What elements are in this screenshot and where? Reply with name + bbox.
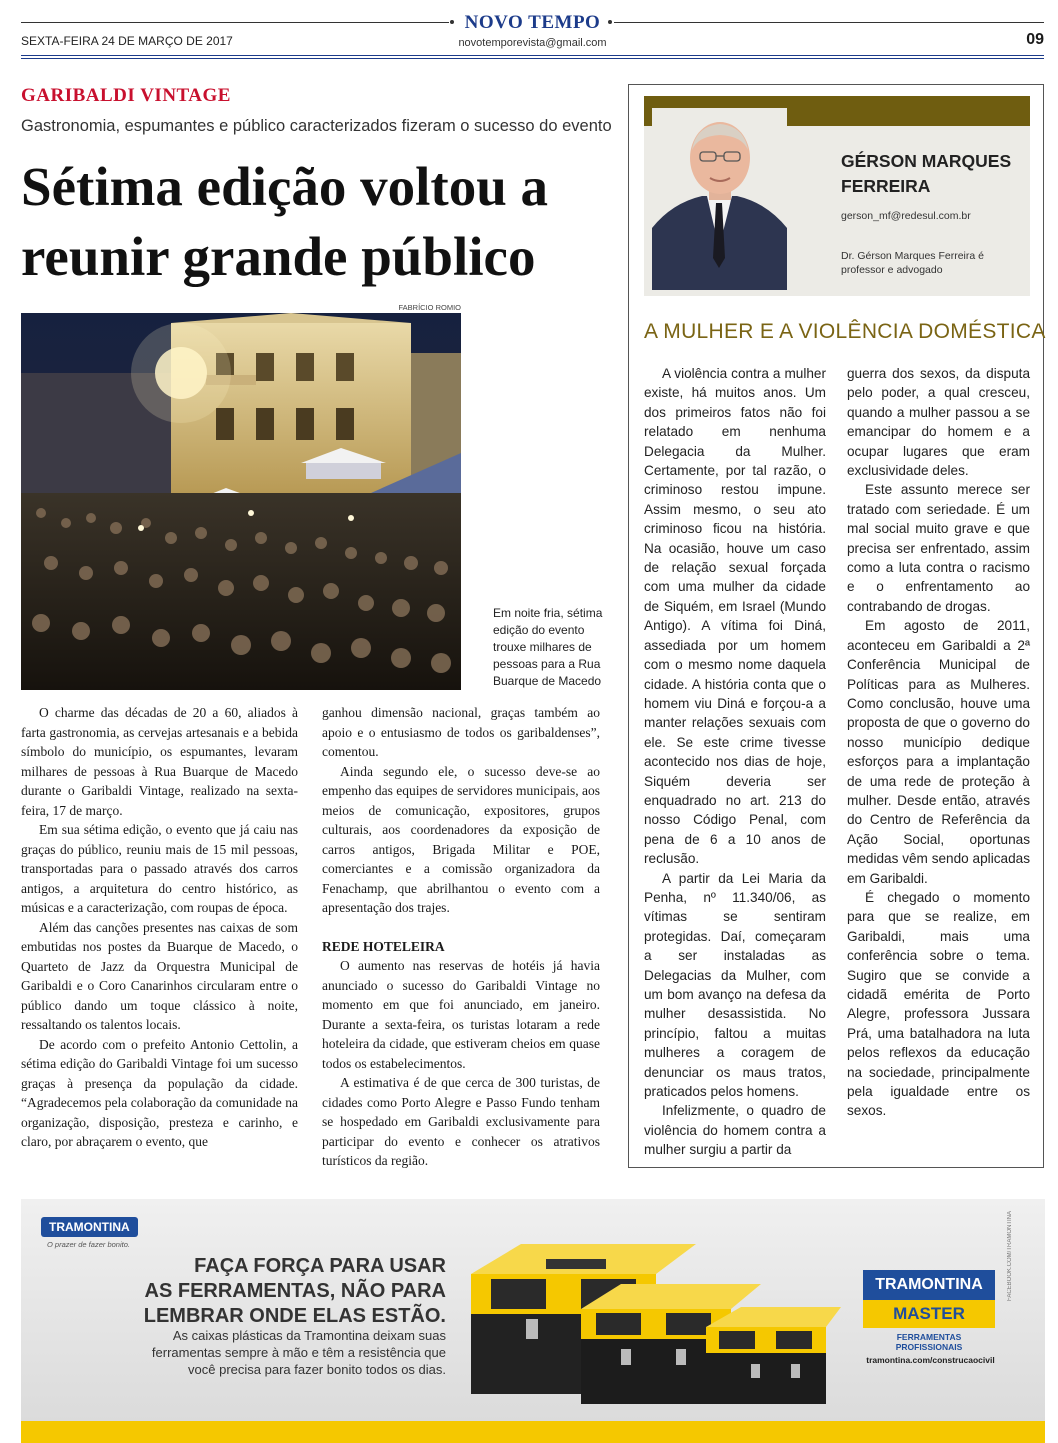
paragraph: ganhou dimensão nacional, graças também ao apoio e o entusiasmo de todos os garibaldenses”, comentou. [322, 705, 600, 759]
toolbox-illustration [461, 1219, 841, 1419]
paragraph: Infelizmente, o quadro de violência do homem contra a mulher surgiu a partir da [644, 1103, 826, 1158]
ad-url[interactable]: tramontina.com/construcaocivil [866, 1355, 995, 1365]
masthead-dot [450, 20, 454, 24]
paragraph: Em sua sétima edição, o evento que já caiu nas graças do público, reuniu mais de 15 mil pessoas, transportadas para o passado através dos carros antigos, a arquitetura do centro histórico, as músicas e a caracterização, com roupas de época. [21, 822, 298, 915]
ad-headline-line: FAÇA FORÇA PARA USAR [194, 1255, 446, 1277]
masthead-title: NOVO TEMPO [464, 12, 601, 33]
masthead-bottom-rule [21, 55, 1044, 56]
tramontina-advertisement[interactable] [21, 1199, 1045, 1443]
paragraph: A partir da Lei Maria da Penha, nº 11.340/06, as vítimas se sentiram protegidas. Daí, começaram a ser instaladas as Delegacias da Mulher, com um bom avanço na defesa da mulher desassistida. No princípio, faltou a muitas mulheres a coragem de denunciar os maus tratos, praticados pelos homens. [644, 870, 826, 1100]
author-photo [652, 108, 787, 290]
paragraph: guerra dos sexos, da disputa pelo poder, a qual cresceu, quando a mulher passou a se emancipar do homem e a ocupar lugares que eram exclusividade deles. [847, 366, 1030, 479]
masthead-email[interactable]: novotemporevista@gmail.com [458, 37, 607, 49]
article-headline: Sétima edição voltou a reunir grande público [21, 156, 549, 287]
ad-headline-line: LEMBRAR ONDE ELAS ESTÃO. [143, 1305, 446, 1327]
paragraph: De acordo com o prefeito Antonio Cettolin, a sétima edição do Garibaldi Vintage foi um sucesso graças à presença da população da cidade. “Agradecemos pela colaboração da comunidade na organização, disposição, presteza e carinho, e claro, por abraçarem o evento, que [21, 1036, 298, 1149]
crowd-illustration [21, 313, 461, 690]
paragraph: Ainda segundo ele, o sucesso deve-se ao empenho das equipes de servidores municipais, aos meios de comunicação, expositores, grupos culturais, aos coordenadores da exposição de carros antigos, Brigada Militar e POE, comerciantes e a comissão organizadora da Fenachamp, que abrilhantou o evento com a apresentação dos trajes. [322, 763, 600, 915]
ad-slogan: O prazer de fazer bonito. [47, 1240, 130, 1249]
ad-headline [131, 1254, 446, 1329]
ad-headline-line: AS FERRAMENTAS, NÃO PARA [144, 1280, 446, 1302]
paragraph: Em agosto de 2011, aconteceu em Garibaldi a 2ª Conferência Municipal de Políticas para as Mulheres. Como conclusão, houve uma proposta de que o governo do nosso município dedique esforços para a implantação de uma rede de proteção à mulher. Desde então, através do Centro de Referência da Ação Social, oportunas medidas vêm sendo aplicadas em Garibaldi. [847, 618, 1030, 886]
ad-body: As caixas plásticas da Tramontina deixam suas ferramentas sempre à mão e têm a resistência que você precisa para fazer bonito todos os dias. [151, 1328, 446, 1377]
paragraph: O aumento nas reservas de hotéis já havia anunciado o sucesso do Garibaldi Vintage no momento em que foi anunciado, em janeiro. Durante a sexta-feira, os turistas lotaram a rede hoteleira da cidade, que estiveram cheios em quase todos os estabelecimentos. [322, 958, 600, 1071]
photo-caption: Em noite fria, sétima edição do evento trouxe milhares de pessoas para a Rua Buarque de Macedo [493, 606, 603, 688]
tramontina-master-logo-bottom: MASTER [863, 1300, 995, 1328]
paragraph: Além das canções presentes nas caixas de som embutidas nos postes da Buarque de Macedo, o Quarteto de Jazz da Orquestra Municipal de Garibaldi e o Coro Canarinhos circularam entre o público dando um toque clássico à noite, ressaltando os talentos locais. [21, 919, 298, 1032]
tramontina-master-logo-top: TRAMONTINA [863, 1270, 995, 1300]
photo-credit: FABRÍCIO ROMIO [398, 303, 461, 312]
masthead-rule-right [614, 22, 1044, 23]
masthead-dot [608, 20, 612, 24]
masthead-date: SEXTA-FEIRA 24 DE MARÇO DE 2017 [21, 34, 233, 48]
paragraph: Este assunto merece ser tratado com seriedade. É um mal social muito grave e que precisa ser enfrentado, assim como a luta contra o racismo e o enfrentamento ao contrabando de drogas. [847, 482, 1030, 614]
ad-facebook: FACEBOOK.COM/TRAMONTINA [1007, 1211, 1013, 1302]
ad-tagline: FERRAMENTAS PROFISSIONAIS [895, 1332, 963, 1352]
page-number: 09 [1026, 31, 1044, 48]
author-name: GÉRSON MARQUES FERREIRA [841, 151, 1012, 196]
paragraph: A estimativa é de que cerca de 300 turistas, de cidades como Porto Alegre e Passo Fundo tenham se hospedado em Garibaldi exclusivamente para participar do evento e conhecer os atrativos turísticos da região. [322, 1075, 600, 1168]
paragraph: O charme das décadas de 20 a 60, aliados à farta gastronomia, as cervejas artesanais e a bebida símbolo do município, os espumantes, levaram milhares de pessoas à Rua Buarque de Macedo durante o Garibaldi Vintage, realizado na sexta-feira, 17 de março. [21, 705, 298, 818]
section-heading: REDE HOTELEIRA [322, 938, 445, 954]
author-email[interactable]: gerson_mf@redesul.com.br [841, 210, 971, 222]
opinion-column-2 [847, 364, 1030, 1121]
toolbox-small [706, 1307, 841, 1404]
masthead-bottom-rule [21, 58, 1044, 59]
author-portrait [652, 108, 787, 290]
column-title: A MULHER E A VIOLÊNCIA DOMÉSTICA [644, 320, 1046, 343]
tramontina-logo: TRAMONTINA [41, 1217, 138, 1237]
paragraph: A violência contra a mulher existe, há muitos anos. Um dos primeiros fatos não foi relatado em nenhuma Delegacia da Mulher. Certamente, por tal razão, o criminoso restou impune. Assim mesmo, o seu ato criminoso ficou na história. Na ocasião, houve um caso de relação sexual forçada com uma mulher da cidade de Siquém, em Israel (Mundo Antigo). A vítima foi Diná, assediada por um homem com o mesmo nome daquela cidade. A história conta que o homem viu Diná e forçou-a a manter relações sexuais com ele. Se este crime tivesse acontecido nos dias de hoje, Siquém deveria ser enquadrado no art. 213 do nosso Código Penal, com pena de 6 a 10 anos de reclusão. [644, 366, 826, 867]
author-bio: Dr. Gérson Marques Ferreira é professor e advogado [841, 250, 984, 276]
article-subhead: Gastronomia, espumantes e público caracterizados fizeram o sucesso do evento [21, 117, 612, 135]
opinion-column-1 [644, 364, 826, 1160]
paragraph: É chegado o momento para que se realize, em Garibaldi, mais uma conferência sobre o tema. Sugiro que se convide a cidadã emérita de Porto Alegre, professora Jussara Prá, uma batalhadora na luta pelos reflexos da educação na sociedade, principalmente pela igualdade entre os sexos. [847, 889, 1030, 1119]
event-photo [21, 313, 461, 690]
masthead-rule-left [21, 22, 449, 23]
article-column-1 [21, 703, 298, 1152]
article-kicker: GARIBALDI VINTAGE [21, 85, 231, 106]
article-column-2 [322, 703, 600, 1171]
ad-yellow-stripe [21, 1421, 1045, 1443]
